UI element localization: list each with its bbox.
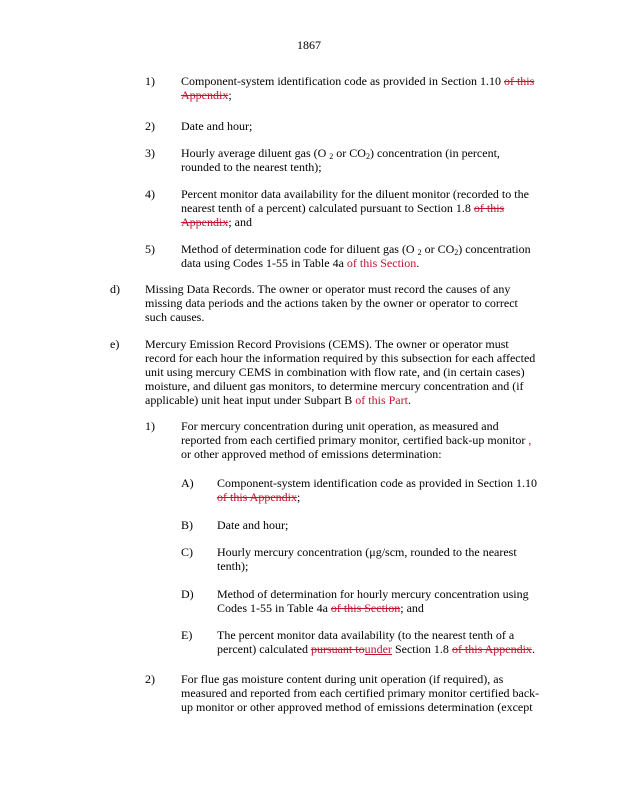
- item-label: 5): [145, 242, 155, 256]
- item-text: [181, 146, 541, 174]
- text-run: or CO: [333, 146, 366, 160]
- item-label: 2): [145, 672, 155, 686]
- text-run: Component-system identification code as provided in Section 1.10: [217, 476, 537, 490]
- item-text: [181, 672, 543, 714]
- item-label: C): [181, 545, 193, 559]
- text-run: Hourly average diluent gas (O: [181, 146, 330, 160]
- text-run: ;: [297, 490, 301, 504]
- text-run: .: [407, 393, 411, 407]
- item-label: B): [181, 518, 193, 532]
- text-run: The percent monitor data availability (to the nearest tenth of a percent) calculated: [217, 628, 515, 656]
- text-run: ) concentration data using Codes 1-55 in Table 4a: [181, 242, 531, 270]
- text-run: ;: [228, 88, 232, 102]
- item-text: [181, 74, 541, 102]
- text-run: .: [531, 642, 535, 656]
- subscript: 2: [365, 152, 370, 161]
- item-text: [145, 282, 541, 324]
- item-label: 3): [145, 146, 155, 160]
- item-label: A): [181, 476, 194, 490]
- item-label: d): [110, 282, 120, 296]
- text-run: .: [416, 256, 420, 270]
- text-run: For flue gas moisture content during unit operation (if required), as measured and reported from each certified primary monitor certified back-up monitor or other approved method of emissions determination (except: [181, 672, 540, 714]
- text-run: or CO: [421, 242, 455, 256]
- item-text: [181, 419, 541, 461]
- text-run: Date and hour;: [181, 119, 253, 133]
- deleted-text: of this Appendix: [181, 74, 535, 102]
- item-text: [217, 545, 543, 573]
- item-text: [217, 587, 543, 615]
- item-label: E): [181, 628, 193, 642]
- deleted-text: of this Section: [330, 601, 401, 615]
- text-run: Mercury Emission Record Provisions (CEMS). The owner or operator must record for each hour the information required by this subsection for each affected unit using mercury CEMS in combination with flow rate, and (in certain cases) moisture, and diluent gas monitors, to determine mercury concentration and (if applicable) unit heat input under Subpart B: [145, 337, 536, 407]
- item-label: 1): [145, 74, 155, 88]
- item-label: 4): [145, 187, 155, 201]
- text-run: ; and: [228, 215, 252, 229]
- subscript: 2: [454, 248, 459, 257]
- text-run: Section 1.8: [391, 642, 452, 656]
- deleted-text: of this Appendix: [451, 642, 532, 656]
- page-number: 1867: [297, 38, 321, 52]
- item-text: [217, 518, 543, 532]
- text-run: For mercury concentration during unit operation, as measured and reported from each certified primary monitor, certified back-up monitor: [181, 419, 526, 447]
- item-label: 1): [145, 419, 155, 433]
- subscript: 2: [417, 248, 422, 257]
- text-run: Method of determination for hourly mercury concentration using Codes 1-55 in Table 4a: [217, 587, 529, 615]
- inserted-text: ,: [525, 433, 532, 447]
- item-text: [181, 242, 541, 270]
- text-run: or other approved method of emissions determination:: [181, 447, 442, 461]
- text-run: Missing Data Records. The owner or operator must record the causes of any missing data periods and the actions taken by the owner or operator to correct such causes.: [145, 282, 518, 324]
- subscript: 2: [329, 152, 334, 161]
- text-run: Percent monitor data availability for the diluent monitor (recorded to the nearest tenth of a percent) calculated pursuant to Section 1.8: [181, 187, 529, 215]
- item-text: [181, 187, 541, 229]
- item-label: 2): [145, 119, 155, 133]
- text-run: Method of determination code for diluent gas (O: [181, 242, 418, 256]
- item-text: [217, 476, 543, 504]
- item-label: D): [181, 587, 194, 601]
- text-run: Component-system identification code as provided in Section 1.10: [181, 74, 504, 88]
- inserted-text: under: [364, 642, 392, 656]
- inserted-text: of this Part: [355, 393, 408, 407]
- item-text: [217, 628, 543, 656]
- deleted-text: of this Appendix: [181, 201, 505, 229]
- text-run: Hourly mercury concentration (μg/scm, rounded to the nearest tenth);: [217, 545, 517, 573]
- deleted-text: of this Appendix: [217, 490, 297, 504]
- item-text: [145, 337, 541, 407]
- item-text: [181, 119, 541, 133]
- text-run: ) concentration (in percent, rounded to the nearest tenth);: [181, 146, 500, 174]
- inserted-text: of this Section: [346, 256, 417, 270]
- deleted-text: pursuant to: [310, 642, 365, 656]
- text-run: ; and: [400, 601, 424, 615]
- item-label: e): [110, 337, 120, 351]
- text-run: Date and hour;: [217, 518, 289, 532]
